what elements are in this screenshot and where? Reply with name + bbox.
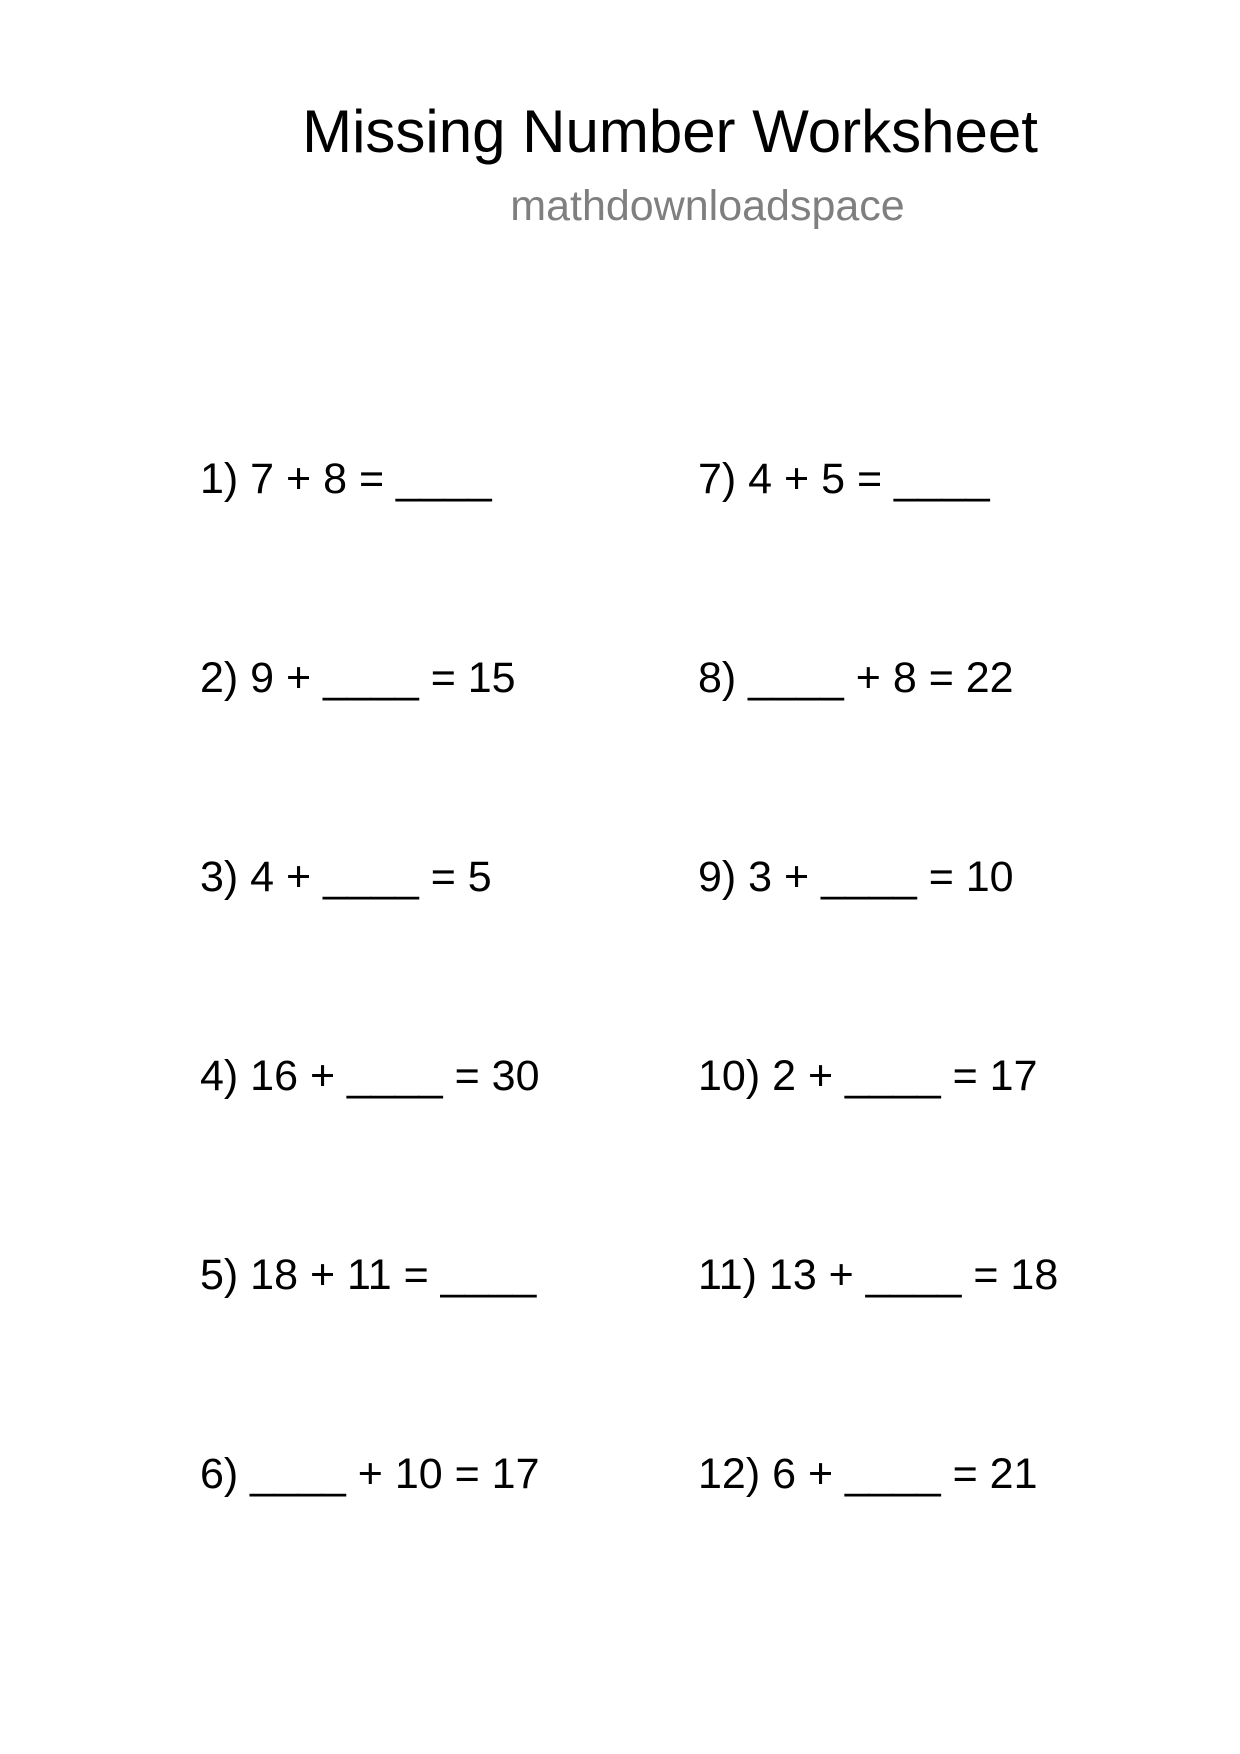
problem-7: 7) 4 + 5 = ____ (698, 455, 990, 503)
problem-5: 5) 18 + 11 = ____ (200, 1251, 537, 1299)
source-watermark: mathdownloadspace (510, 182, 905, 230)
problem-1: 1) 7 + 8 = ____ (200, 455, 492, 503)
problem-4: 4) 16 + ____ = 30 (200, 1052, 540, 1100)
problem-column-right (698, 349, 1058, 1604)
worksheet-title: Missing Number Worksheet (302, 98, 1038, 165)
problem-9: 9) 3 + ____ = 10 (698, 853, 1014, 901)
problem-2: 2) 9 + ____ = 15 (200, 654, 516, 702)
problem-column-left (200, 349, 540, 1604)
problem-11: 11) 13 + ____ = 18 (698, 1251, 1059, 1299)
problem-3: 3) 4 + ____ = 5 (200, 853, 492, 901)
problem-8: 8) ____ + 8 = 22 (698, 654, 1014, 702)
problem-12: 12) 6 + ____ = 21 (698, 1450, 1038, 1498)
problem-10: 10) 2 + ____ = 17 (698, 1052, 1038, 1100)
problem-6: 6) ____ + 10 = 17 (200, 1450, 540, 1498)
